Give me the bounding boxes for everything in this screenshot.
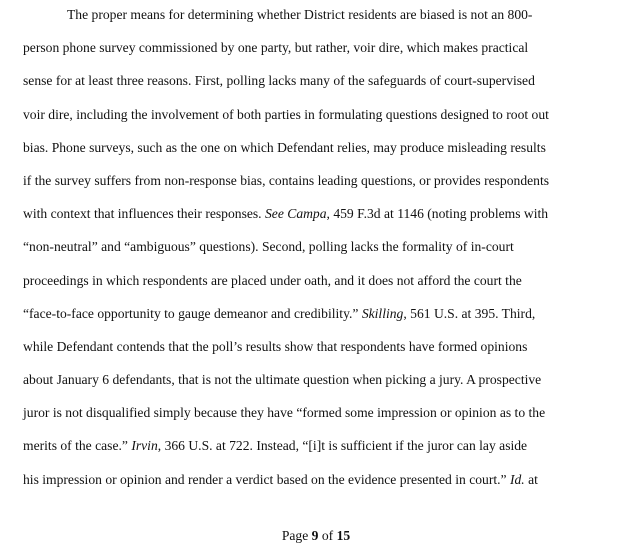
text-run: while Defendant contends that the poll’s results show that respondents have formed opinions <box>23 338 528 354</box>
text-run: sense for at least three reasons. First, polling lacks many of the safeguards of court-supervised <box>23 73 535 89</box>
text-run: The proper means for determining whether District residents are biased is not an 800- <box>67 7 533 22</box>
text-run: person phone survey commissioned by one party, but rather, voir dire, which makes practical <box>23 40 529 56</box>
text-line <box>23 435 623 468</box>
text-line <box>23 236 623 269</box>
text-run: with context that influences their responses. <box>23 206 265 222</box>
case-citation: Irvin <box>131 438 158 454</box>
text-line <box>23 137 623 170</box>
total-page-count: 15 <box>336 528 351 543</box>
page-label: Page <box>281 528 312 543</box>
text-line <box>23 37 623 70</box>
body-paragraph <box>23 4 623 502</box>
text-line <box>23 170 623 203</box>
text-run: , 366 U.S. at 722. Instead, “[i]t is sufficient if the juror can lay aside <box>157 438 528 454</box>
page-of-label: of <box>318 528 337 543</box>
text-run: bias. Phone surveys, such as the one on which Defendant relies, may produce misleading results <box>23 139 546 155</box>
text-run: proceedings in which respondents are placed under oath, and it does not afford the court the <box>23 272 522 288</box>
text-line <box>23 104 623 137</box>
text-run: , 561 U.S. at 395. Third, <box>403 305 536 321</box>
text-run: , 459 F.3d at 1146 (noting problems with <box>326 206 549 222</box>
text-run: at <box>524 471 538 487</box>
text-run: merits of the case.” <box>23 438 132 454</box>
case-citation: Skilling <box>361 305 404 321</box>
case-citation: Id. <box>509 471 525 487</box>
page-footer <box>0 526 632 546</box>
text-run: “non-neutral” and “ambiguous” questions). Second, polling lacks the formality of in-court <box>23 239 514 255</box>
text-run: “face-to-face opportunity to gauge demeanor and credibility.” <box>23 305 362 321</box>
text-line <box>23 369 623 402</box>
text-line <box>23 4 623 37</box>
text-run: about January 6 defendants, that is not the ultimate question when picking a jury. A prospective <box>23 372 542 388</box>
text-line <box>23 469 623 502</box>
text-run: voir dire, including the involvement of both parties in formulating questions designed to root out <box>23 106 549 122</box>
text-line <box>23 336 623 369</box>
text-run: his impression or opinion and render a verdict based on the evidence presented in court.” <box>23 471 510 487</box>
text-line <box>23 303 623 336</box>
current-page-number: 9 <box>311 528 319 543</box>
text-line <box>23 203 623 236</box>
text-run: juror is not disqualified simply because they have “formed some impression or opinion as to the <box>23 405 546 421</box>
text-line <box>23 270 623 303</box>
case-citation: See Campa <box>264 206 327 222</box>
text-line <box>23 402 623 435</box>
text-line <box>23 70 623 103</box>
text-run: if the survey suffers from non-response bias, contains leading questions, or provides respondents <box>23 172 550 188</box>
